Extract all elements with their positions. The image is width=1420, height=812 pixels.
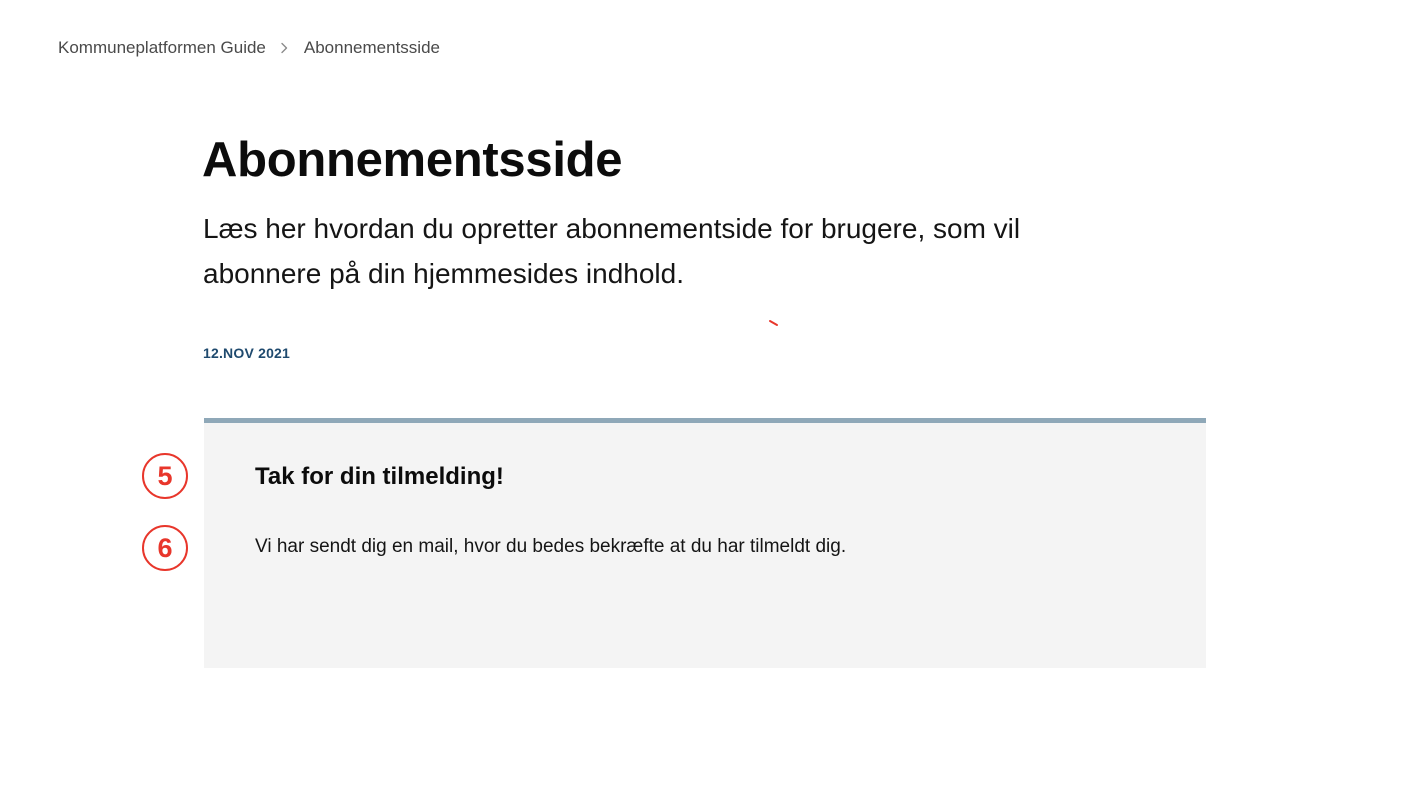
breadcrumb-item-home[interactable]: Kommuneplatformen Guide bbox=[58, 38, 266, 57]
confirmation-title: Tak for din tilmelding! bbox=[255, 463, 504, 490]
stray-mark bbox=[768, 314, 780, 332]
annotation-number: 6 bbox=[157, 532, 173, 563]
confirmation-card bbox=[204, 418, 1206, 668]
page-title: Abonnementsside bbox=[202, 133, 623, 187]
breadcrumb-item-current: Abonnementsside bbox=[303, 38, 440, 57]
publish-date: 12.NOV 2021 bbox=[203, 345, 291, 361]
annotation-marker-5 bbox=[142, 453, 188, 499]
page-lead: Læs her hvordan du opretter abonnementside for brugere, som vil abonnere på din hjemmesides indhold. bbox=[203, 213, 1021, 289]
confirmation-text: Vi har sendt dig en mail, hvor du bedes bekræfte at du har tilmeldt dig. bbox=[255, 536, 847, 557]
chevron-right-icon bbox=[266, 37, 304, 59]
annotation-marker-6 bbox=[142, 525, 188, 571]
annotation-number: 5 bbox=[157, 460, 173, 491]
breadcrumb bbox=[58, 37, 440, 59]
